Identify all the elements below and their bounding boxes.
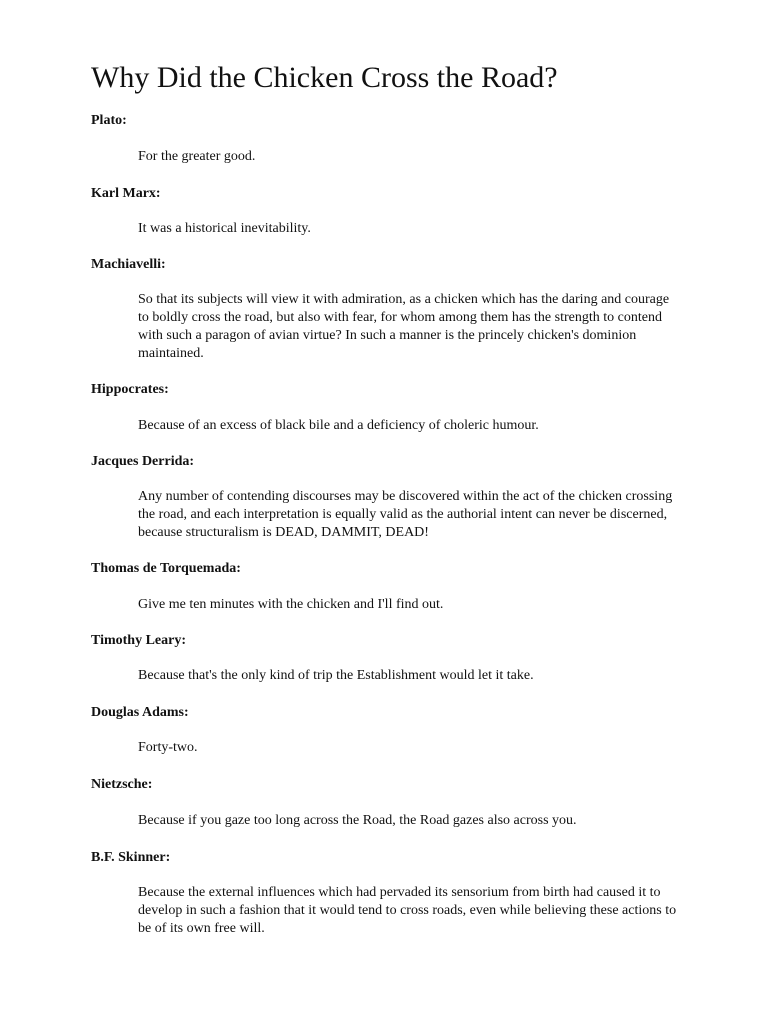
speaker-name: Machiavelli:	[91, 257, 166, 272]
speaker-name: Hippocrates:	[91, 382, 169, 397]
speaker-name: Jacques Derrida:	[91, 454, 195, 469]
speaker-answer: Because the external influences which had pervaded its sensorium from birth had caused it to develop in such a fashion that it would tend to cross roads, even while believing these actions to be of its own free will.	[138, 885, 677, 936]
speaker-answer: It was a historical inevitability.	[138, 221, 311, 236]
speaker-answer: So that its subjects will view it with admiration, as a chicken which has the daring and courage to boldly cross the road, but also with fear, for whom among them has the strength to contend with such a paragon of avian virtue? In such a manner is the princely chicken's dominion maintained.	[138, 292, 670, 361]
speaker-answer: Because if you gaze too long across the Road, the Road gazes also across you.	[138, 813, 577, 828]
speaker-name: Douglas Adams:	[91, 705, 189, 720]
speaker-name: Karl Marx:	[91, 186, 161, 201]
speaker-name: B.F. Skinner:	[91, 850, 171, 865]
speaker-name: Thomas de Torquemada:	[91, 561, 241, 576]
speaker-answer: Give me ten minutes with the chicken and I'll find out.	[138, 597, 444, 612]
speaker-answer: Any number of contending discourses may be discovered within the act of the chicken crossing the road, and each interpretation is equally valid as the authorial intent can never be discerned, because structuralism is DEAD, DAMMIT, DEAD!	[138, 489, 673, 540]
page-title: Why Did the Chicken Cross the Road?	[91, 61, 558, 94]
speaker-name: Plato:	[91, 113, 127, 128]
speaker-answer: Because of an excess of black bile and a deficiency of choleric humour.	[138, 418, 539, 433]
speaker-name: Timothy Leary:	[91, 633, 187, 648]
speaker-answer: Because that's the only kind of trip the Establishment would let it take.	[138, 668, 534, 683]
speaker-name: Nietzsche:	[91, 777, 153, 792]
speaker-answer: For the greater good.	[138, 149, 256, 164]
speaker-answer: Forty-two.	[138, 740, 198, 755]
